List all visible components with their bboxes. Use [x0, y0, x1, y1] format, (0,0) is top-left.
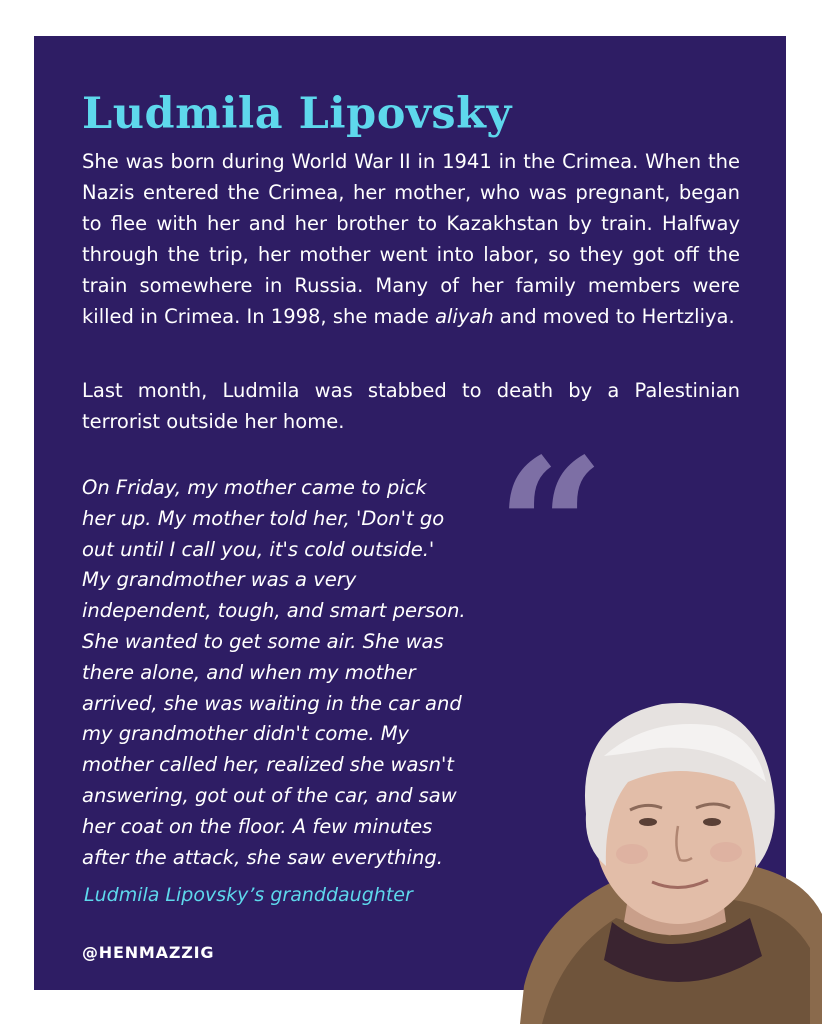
- page-title: Ludmila Lipovsky: [82, 89, 512, 139]
- social-handle: @HENMAZZIG: [82, 943, 215, 962]
- bio-text-after: and moved to Hertzliya.: [493, 305, 735, 328]
- bio-paragraph-2: Last month, Ludmila was stabbed to death by a Palestinian terrorist outside her home.: [82, 379, 740, 433]
- bio-emphasis: aliyah: [435, 305, 494, 328]
- portrait-photo: [520, 686, 822, 1024]
- quote-text: On Friday, my mother came to pick her up. My mother told her, 'Don't go out until I call you, it's cold outside.' My grandmother was a very independent, tough, and smart person. She wanted to get some air. She was there alone, and when my mother arrived, she was waiting in the car and my grandmother didn't come. My mother called her, realized she wasn't answering, got out of the car, and saw her coat on the floor. A few minutes after the attack, she saw everything.: [82, 476, 466, 869]
- quote-attribution: Ludmila Lipovsky’s granddaughter: [84, 884, 413, 906]
- bio-paragraph: [82, 146, 740, 332]
- bio-text-before: She was born during World War II in 1941 in the Crimea. When the Nazis entered the Crimea, her mother, who was pregnant, began to flee with her and her brother to Kazakhstan by train. Halfway through the trip, her mother went into labor, so they got off the train somewhere in Russia. Many of her family members were killed in Crimea. In 1998, she made: [82, 150, 740, 328]
- quote-mark-icon: “: [496, 417, 606, 640]
